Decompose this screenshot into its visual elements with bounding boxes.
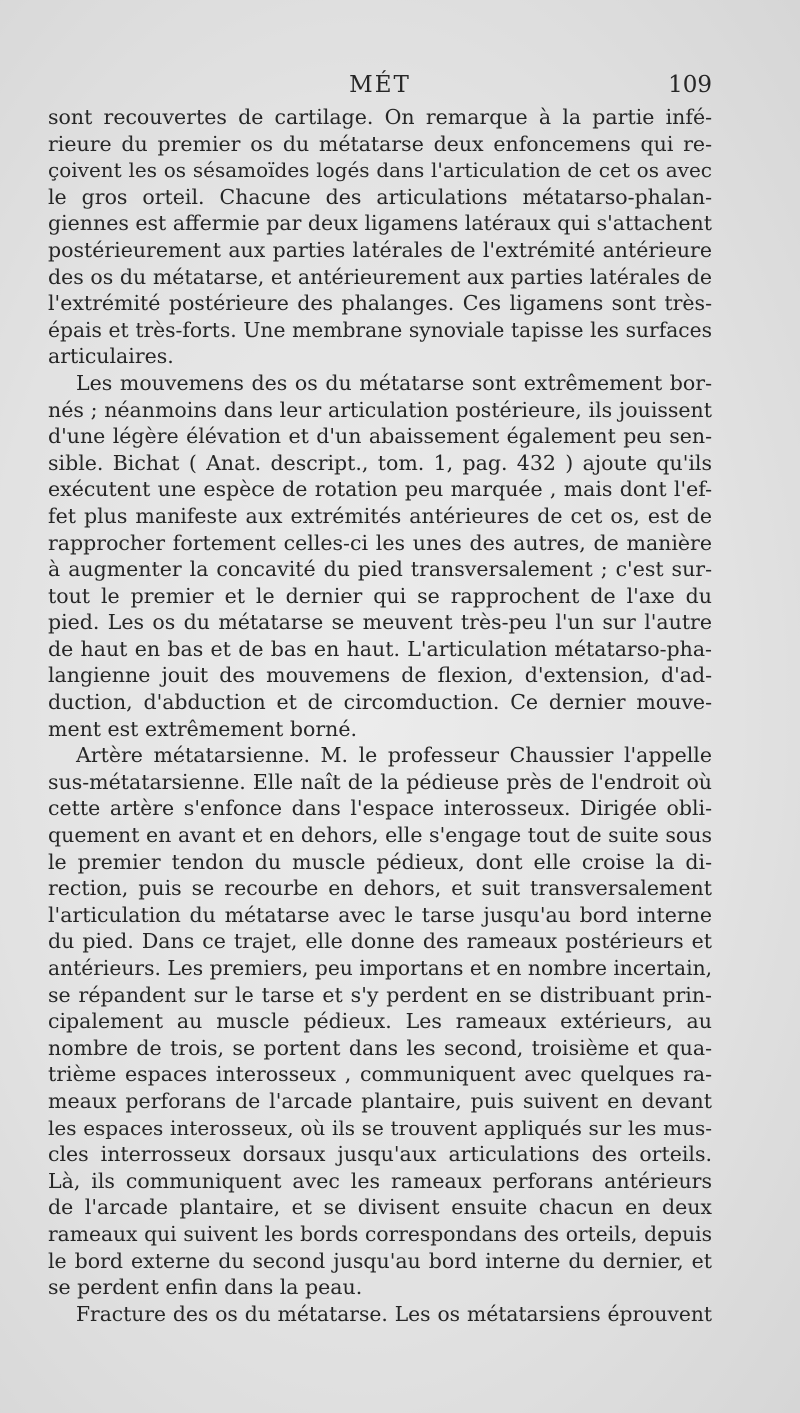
- text-line: rieure du premier os du métatarse deux enfoncemens qui re-: [48, 131, 712, 156]
- text-line: Artère métatarsienne. M. le professeur Chaussier l'appelle: [76, 743, 712, 768]
- paragraph-4: [48, 1301, 712, 1328]
- text-line: Les mouvemens des os du métatarse sont extrêmement bor-: [76, 370, 712, 395]
- text-line: nés ; néanmoins dans leur articulation postérieure, ils jouissent: [48, 397, 712, 422]
- text-line: tout le premier et le dernier qui se rapprochent de l'axe du: [48, 583, 712, 608]
- text-line: nombre de trois, se portent dans les second, troisième et qua-: [48, 1035, 712, 1060]
- text-line: meaux perforans de l'arcade plantaire, puis suivent en devant: [48, 1088, 712, 1113]
- text-line: postérieurement aux parties latérales de l'extrémité antérieure: [48, 237, 712, 262]
- text-line: l'extrémité postérieure des phalanges. Ces ligamens sont très-: [48, 291, 712, 316]
- text-line: le bord externe du second jusqu'au bord interne du dernier, et: [48, 1248, 712, 1273]
- text-line: langienne jouit des mouvemens de flexion, d'extension, d'ad-: [48, 663, 712, 688]
- text-line: sont recouvertes de cartilage. On remarque à la partie infé-: [48, 105, 712, 129]
- text-line: ment est extrêmement borné.: [48, 716, 358, 741]
- text-line: Là, ils communiquent avec les rameaux perforans antérieurs: [48, 1168, 712, 1193]
- text-line: duction, d'abduction et de circomduction. Ce dernier mouve-: [48, 690, 712, 715]
- text-line: se répandent sur le tarse et s'y perdent en se distribuant prin-: [48, 982, 712, 1007]
- text-line: fet plus manifeste aux extrémités antérieures de cet os, est de: [48, 503, 712, 528]
- text-line: le premier tendon du muscle pédieux, dont elle croise la di-: [48, 849, 712, 874]
- body-text: [48, 104, 712, 1327]
- text-line: à augmenter la concavité du pied transversalement ; c'est sur-: [48, 557, 712, 582]
- text-line: rection, puis se recourbe en dehors, et suit transversalement: [48, 876, 712, 901]
- text-line: se perdent enfin dans la peau.: [48, 1275, 363, 1300]
- text-line: çoivent les os sésamoïdes logés dans l'articulation de cet os avec: [48, 158, 712, 183]
- paragraph-2: [48, 370, 712, 742]
- text-line: exécutent une espèce de rotation peu marquée , mais dont l'ef-: [48, 477, 712, 502]
- text-line: trième espaces interosseux , communiquent avec quelques ra-: [48, 1062, 712, 1087]
- text-line: le gros orteil. Chacune des articulations métatarso-phalan-: [48, 184, 712, 209]
- text-line: cette artère s'enfonce dans l'espace interosseux. Dirigée obli-: [48, 796, 712, 821]
- text-line: cles interrosseux dorsaux jusqu'aux articulations des orteils.: [48, 1142, 712, 1167]
- text-line: antérieurs. Les premiers, peu importans et en nombre incertain,: [48, 956, 713, 980]
- text-line: Fracture des os du métatarse. Les os métatarsiens éprouvent: [76, 1301, 712, 1326]
- text-line: sus-métatarsienne. Elle naît de la pédieuse près de l'endroit où: [48, 769, 712, 794]
- text-line: de l'arcade plantaire, et se divisent ensuite chacun en deux: [48, 1195, 712, 1220]
- paragraph-3: [48, 742, 712, 1300]
- text-line: d'une légère élévation et d'un abaissement également peu sen-: [48, 424, 712, 449]
- text-line: rapprocher fortement celles-ci les unes des autres, de manière: [48, 530, 712, 555]
- text-line: l'articulation du métatarse avec le tarse jusqu'au bord interne: [48, 902, 712, 927]
- text-line: quement en avant et en dehors, elle s'engage tout de suite sous: [48, 823, 712, 848]
- text-line: de haut en bas et de bas en haut. L'articulation métatarso-pha-: [48, 636, 712, 661]
- text-line: épais et très-forts. Une membrane synoviale tapisse les surfaces: [48, 317, 712, 342]
- text-line: du pied. Dans ce trajet, elle donne des rameaux postérieurs et: [48, 929, 712, 954]
- text-line: pied. Les os du métatarse se meuvent très-peu l'un sur l'autre: [48, 610, 712, 635]
- text-line: articulaires.: [48, 344, 174, 369]
- text-line: rameaux qui suivent les bords correspondans des orteils, depuis: [48, 1221, 712, 1246]
- text-line: cipalement au muscle pédieux. Les rameaux extérieurs, au: [48, 1009, 712, 1034]
- text-line: sible. Bichat ( Anat. descript., tom. 1, pag. 432 ) ajoute qu'ils: [48, 450, 712, 475]
- text-line: giennes est affermie par deux ligamens latéraux qui s'attachent: [48, 211, 712, 236]
- text-line: les espaces interosseux, où ils se trouvent appliqués sur les mus-: [48, 1115, 712, 1140]
- page-number: 109: [668, 72, 712, 98]
- text-line: des os du métatarse, et antérieurement aux parties latérales de: [48, 264, 712, 289]
- page-title: MÉT: [349, 72, 411, 98]
- running-head: [48, 72, 712, 102]
- paragraph-1: [48, 104, 712, 370]
